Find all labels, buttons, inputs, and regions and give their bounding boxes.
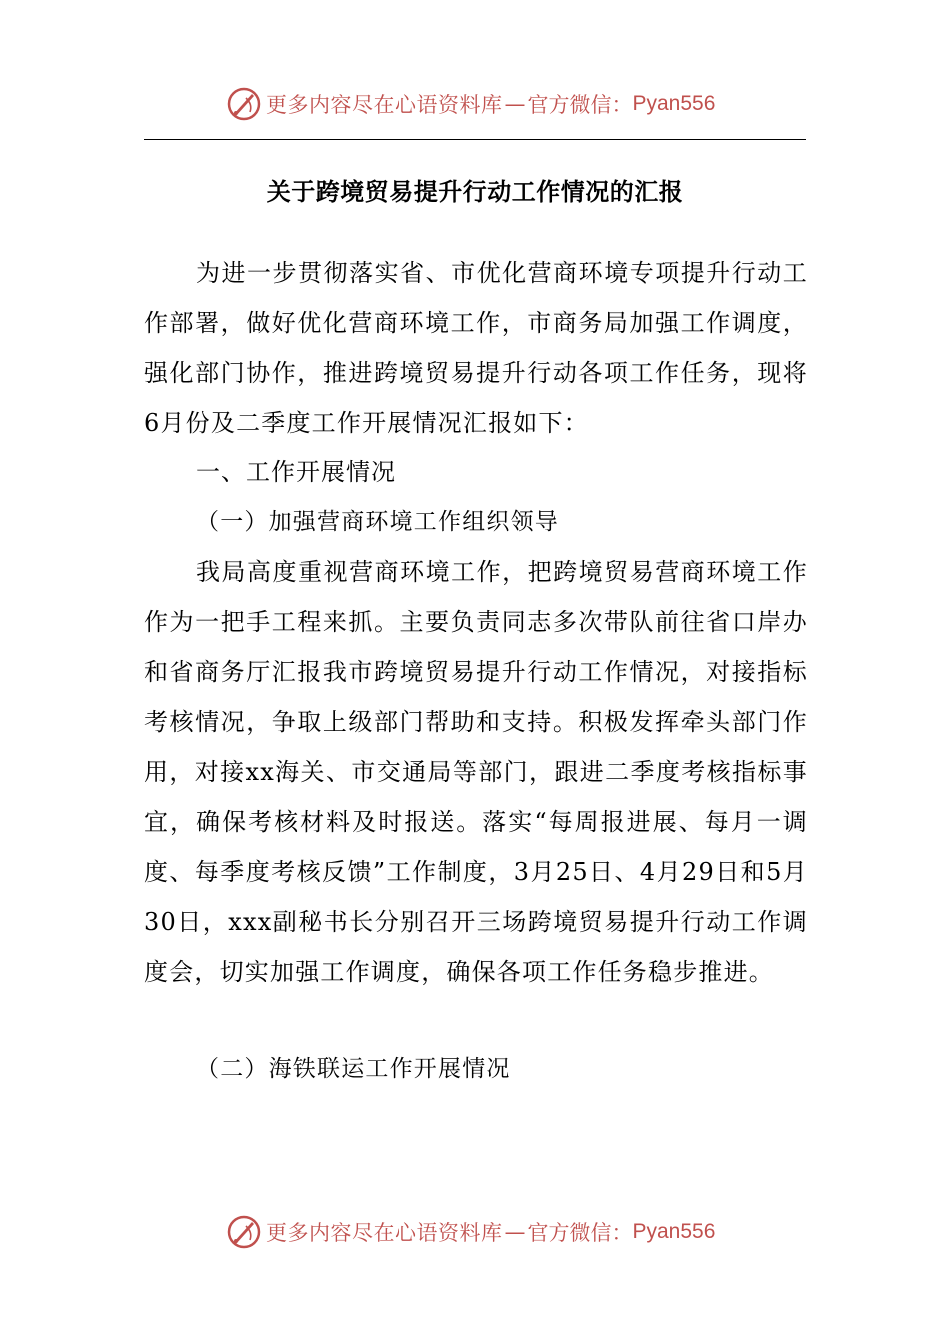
banner-text: 更多内容尽在心语资料库	[266, 93, 503, 117]
banner-wechat-id: Pyan556	[632, 1220, 716, 1243]
quill-logo-icon	[226, 1214, 262, 1250]
subsection-1-body: 我局高度重视营商环境工作，把跨境贸易营商环境工作作为一把手工程来抓。主要负责同志多次带队前往省口岸办和省商务厅汇报我市跨境贸易提升行动工作情况，对接指标考核情况，争取上级部门帮助和支持。积极发挥牵头部门作用，对接xx海关、市交通局等部门，跟进二季度考核指标事宜，确保考核材料及时报送。落实“每周报进展、每月一调度、每季度考核反馈”工作制度，3月25日、4月29日和5月30日，xxx副秘书长分别召开三场跨境贸易提升行动工作调度会，切实加强工作调度，确保各项工作任务稳步推进。	[144, 558, 808, 986]
quill-logo-icon	[226, 86, 262, 122]
banner-separator: —	[504, 92, 526, 116]
subsection-heading-2: （二）海铁联运工作开展情况	[196, 1056, 511, 1082]
footer-banner	[226, 1212, 715, 1252]
header-divider	[144, 139, 806, 140]
header-banner	[226, 84, 715, 124]
banner-wechat-id: Pyan556	[632, 92, 716, 115]
banner-wechat-label: 官方微信：	[527, 93, 633, 117]
banner-separator: —	[504, 1220, 526, 1244]
subsection-heading-1: （一）加强营商环境工作组织领导	[196, 509, 559, 535]
intro-paragraph: 为进一步贯彻落实省、市优化营商环境专项提升行动工作部署，做好优化营商环境工作，市商务局加强工作调度，强化部门协作，推进跨境贸易提升行动各项工作任务，现将6月份及二季度工作开展情况汇报如下：	[144, 259, 808, 437]
banner-wechat-label: 官方微信：	[527, 1221, 633, 1245]
section-heading-1: 一、工作开展情况	[196, 458, 396, 486]
banner-text: 更多内容尽在心语资料库	[266, 1221, 503, 1245]
document-title: 关于跨境贸易提升行动工作情况的汇报	[266, 177, 684, 206]
